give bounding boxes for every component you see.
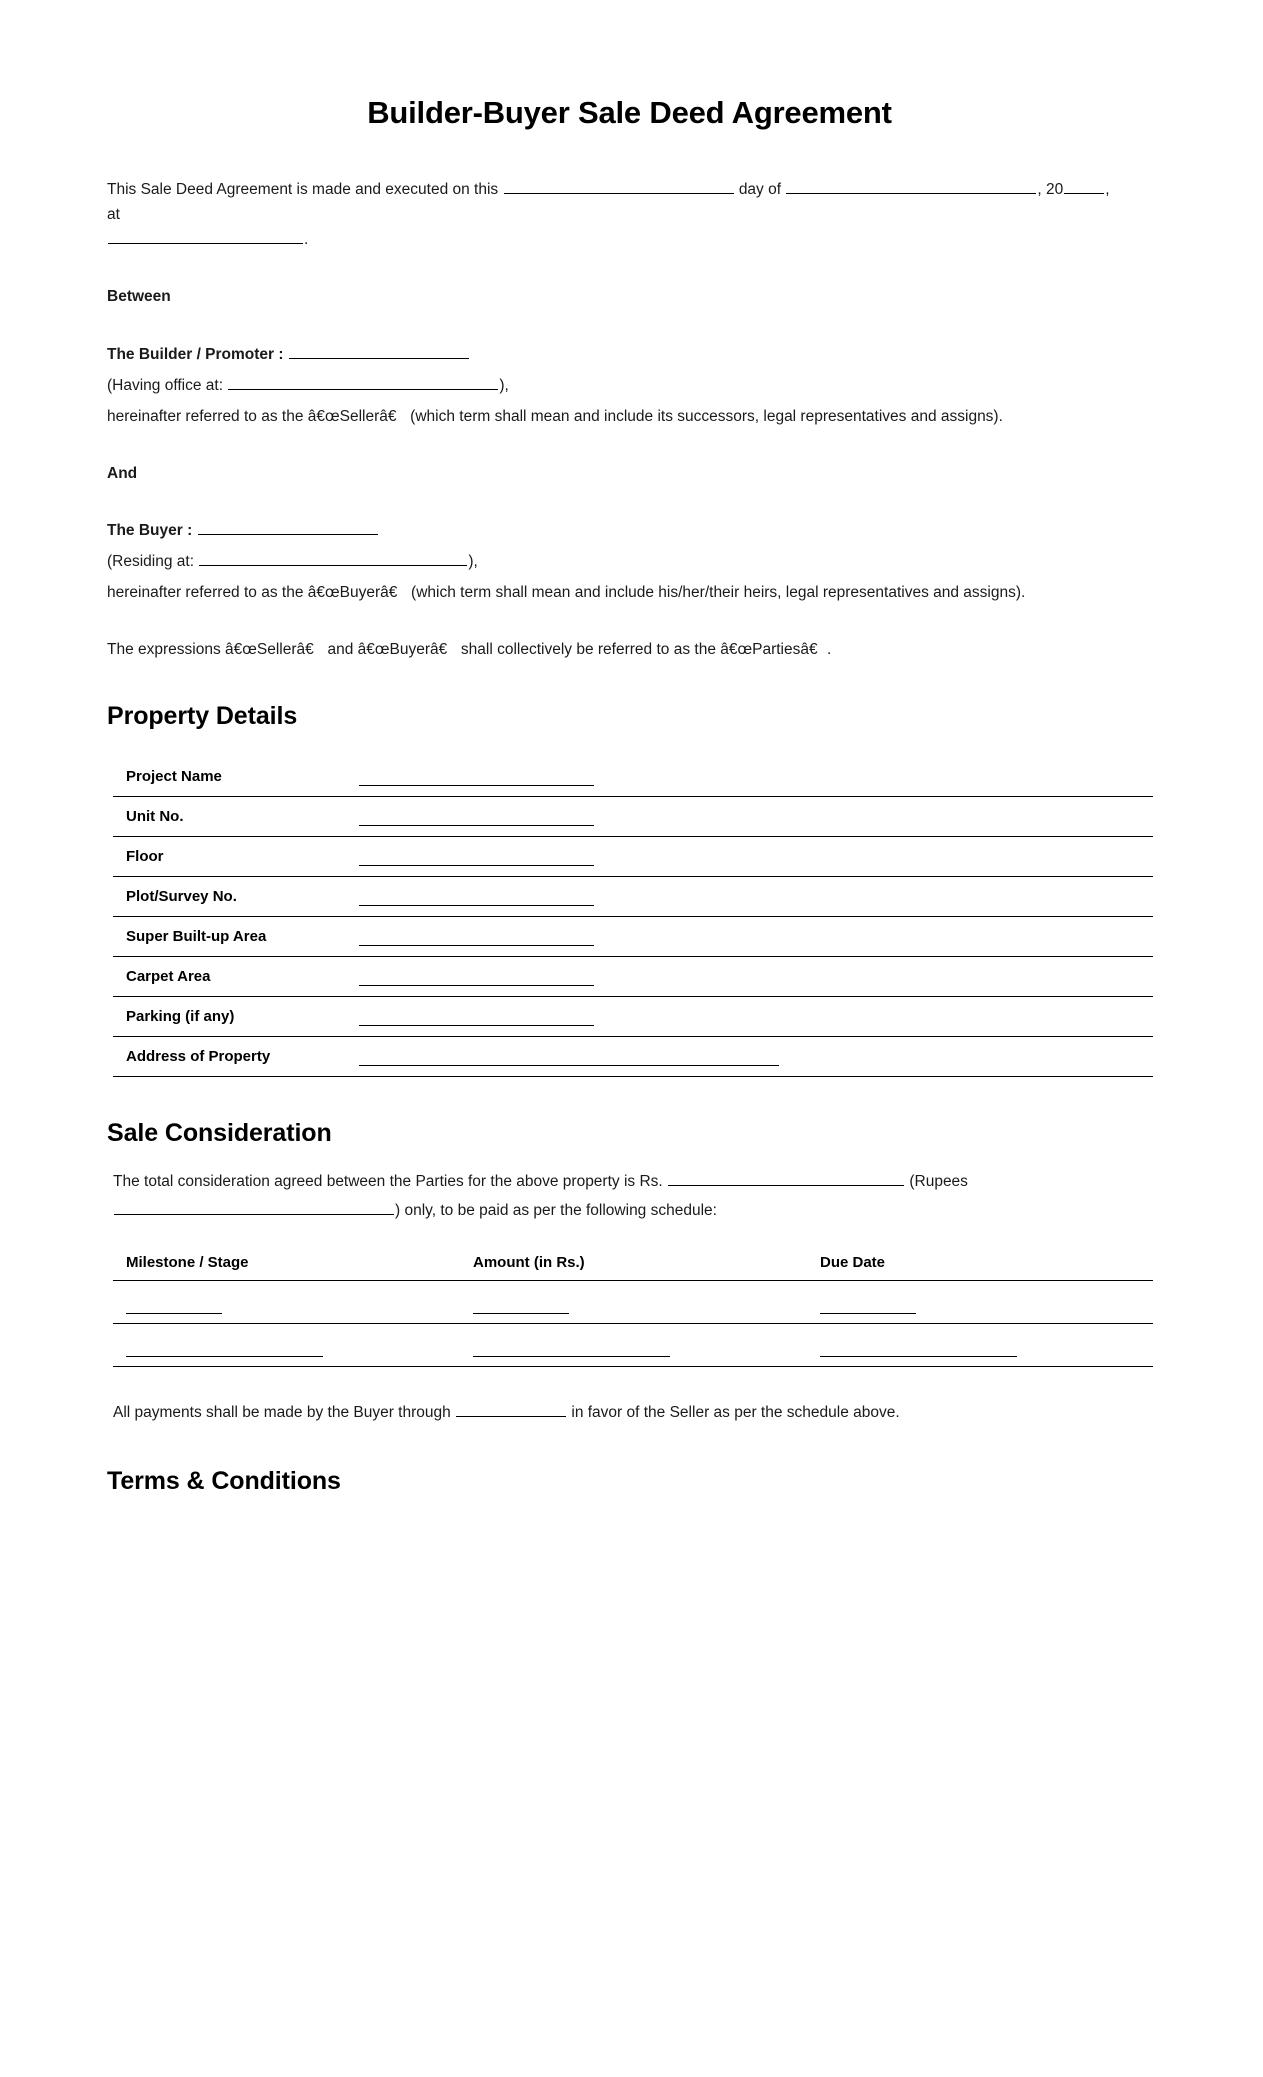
terms-and-conditions-heading: Terms & Conditions — [107, 1466, 341, 1495]
table-row — [113, 757, 1153, 797]
builder-office-blank[interactable] — [228, 374, 498, 389]
super-built-up-area-blank[interactable] — [359, 932, 594, 946]
property-row-value[interactable] — [351, 917, 1153, 957]
intro-text-part-5: . — [304, 231, 309, 249]
property-row-value[interactable] — [351, 877, 1153, 917]
sale-consideration-heading: Sale Consideration — [107, 1119, 332, 1148]
property-row-label: Floor — [113, 837, 351, 877]
builder-promoter-field — [107, 342, 1152, 367]
between-label: Between — [107, 288, 171, 306]
builder-office-close: ), — [499, 376, 509, 394]
amount-blank-row-1[interactable] — [473, 1302, 569, 1314]
property-row-label: Project Name — [113, 757, 351, 797]
table-row — [113, 1037, 1153, 1077]
seller-definition-clause: hereinafter referred to as the â€œSellerâ€ (which term shall mean and include its successors, legal representatives and assigns). — [107, 407, 1003, 425]
consideration-amount-blank[interactable] — [668, 1171, 904, 1186]
carpet-area-blank[interactable] — [359, 972, 594, 986]
property-row-value[interactable] — [351, 1037, 1153, 1077]
column-header-amount: Amount (in Rs.) — [473, 1254, 820, 1281]
builder-promoter-label: The Builder / Promoter : — [107, 345, 284, 363]
property-row-label: Address of Property — [113, 1037, 351, 1077]
consideration-words-blank[interactable] — [114, 1200, 394, 1215]
property-row-value[interactable] — [351, 757, 1153, 797]
property-row-label: Super Built-up Area — [113, 917, 351, 957]
table-row — [113, 1280, 1153, 1323]
schedule-header-row — [113, 1254, 1153, 1281]
unit-no-blank[interactable] — [359, 812, 594, 826]
builder-name-blank[interactable] — [289, 343, 469, 358]
consideration-text-part-2: (Rupees — [909, 1173, 968, 1191]
property-row-value[interactable] — [351, 957, 1153, 997]
property-row-value[interactable] — [351, 997, 1153, 1037]
schedule-cell-milestone[interactable] — [113, 1323, 473, 1366]
property-row-label: Carpet Area — [113, 957, 351, 997]
payment-note-part-2: in favor of the Seller as per the schedule above. — [571, 1403, 900, 1421]
buyer-residing-label: (Residing at: — [107, 553, 195, 571]
intro-text-part-4: , at — [107, 181, 1110, 224]
buyer-name-blank[interactable] — [198, 520, 378, 535]
table-row — [113, 797, 1153, 837]
table-row — [113, 837, 1153, 877]
payment-schedule-table — [113, 1254, 1153, 1367]
payment-method-note — [113, 1400, 1152, 1425]
schedule-cell-milestone[interactable] — [113, 1280, 473, 1323]
property-row-label: Parking (if any) — [113, 997, 351, 1037]
page-title: Builder-Buyer Sale Deed Agreement — [367, 95, 892, 130]
schedule-cell-amount[interactable] — [473, 1323, 820, 1366]
property-details-table — [113, 757, 1153, 1077]
table-row — [113, 1323, 1153, 1366]
floor-blank[interactable] — [359, 852, 594, 866]
plot-survey-no-blank[interactable] — [359, 892, 594, 906]
buyer-residing-field — [107, 549, 1152, 574]
table-row — [113, 877, 1153, 917]
address-of-property-blank[interactable] — [359, 1052, 779, 1066]
execution-year-blank[interactable] — [1064, 179, 1104, 194]
table-row — [113, 957, 1153, 997]
builder-office-field — [107, 373, 1152, 398]
buyer-label: The Buyer : — [107, 521, 193, 539]
buyer-definition-clause: hereinafter referred to as the â€œBuyerâ€ (which term shall mean and include his/her/their heirs, legal representatives and assigns). — [107, 584, 1026, 602]
consideration-text-part-1: The total consideration agreed between the Parties for the above property is Rs. — [113, 1173, 663, 1191]
payment-note-part-1: All payments shall be made by the Buyer through — [113, 1403, 451, 1421]
intro-paragraph — [107, 177, 1112, 252]
amount-blank-row-2[interactable] — [473, 1345, 670, 1357]
document-body — [107, 0, 1152, 1496]
due-date-blank-row-2[interactable] — [820, 1345, 1017, 1357]
schedule-cell-amount[interactable] — [473, 1280, 820, 1323]
property-row-value[interactable] — [351, 837, 1153, 877]
table-row — [113, 917, 1153, 957]
intro-text-part-3: , 20 — [1037, 181, 1064, 199]
schedule-cell-due-date[interactable] — [820, 1323, 1153, 1366]
project-name-blank[interactable] — [359, 772, 594, 786]
buyer-residing-close: ), — [468, 553, 478, 571]
milestone-blank-row-1[interactable] — [126, 1302, 222, 1314]
builder-office-label: (Having office at: — [107, 376, 224, 394]
payment-mode-blank[interactable] — [456, 1402, 566, 1417]
parties-expression-clause: The expressions â€œSellerâ€ and â€œBuyerâ€ shall collectively be referred to as the â€œPartiesâ€. — [107, 641, 832, 659]
sale-consideration-paragraph — [113, 1168, 1073, 1225]
column-header-milestone: Milestone / Stage — [113, 1254, 473, 1281]
property-row-label: Plot/Survey No. — [113, 877, 351, 917]
due-date-blank-row-1[interactable] — [820, 1302, 916, 1314]
property-row-value[interactable] — [351, 797, 1153, 837]
table-row — [113, 997, 1153, 1037]
consideration-text-part-3: ) only, to be paid as per the following schedule: — [395, 1202, 717, 1220]
column-header-due-date: Due Date — [820, 1254, 1153, 1281]
milestone-blank-row-2[interactable] — [126, 1345, 323, 1357]
property-row-label: Unit No. — [113, 797, 351, 837]
intro-text-part-2: day of — [738, 181, 782, 199]
execution-day-blank[interactable] — [504, 179, 734, 194]
property-details-heading: Property Details — [107, 702, 298, 731]
intro-text-part-1: This Sale Deed Agreement is made and executed on this — [107, 181, 499, 199]
buyer-residing-blank[interactable] — [199, 551, 467, 566]
and-label: And — [107, 464, 138, 482]
execution-place-blank[interactable] — [108, 229, 303, 244]
parking-blank[interactable] — [359, 1012, 594, 1026]
buyer-field — [107, 518, 1152, 543]
execution-month-blank[interactable] — [786, 179, 1036, 194]
schedule-cell-due-date[interactable] — [820, 1280, 1153, 1323]
